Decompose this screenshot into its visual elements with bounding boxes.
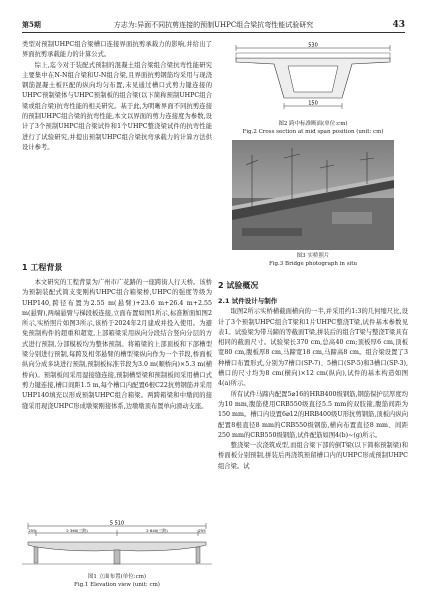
fig1-dim-left-cantilever: 255 [28, 528, 36, 533]
section-1-body [22, 278, 212, 412]
pier-right [196, 547, 200, 563]
section-2-body [218, 294, 408, 472]
elevation-figure [22, 520, 212, 572]
fig3-caption [218, 252, 408, 268]
fig3-caption-en: Fig.3 Bridge photograph in situ [268, 261, 358, 267]
box-cell-void [288, 66, 338, 92]
subsection-2-1-title: 2.1 试件设计与制作 [218, 297, 278, 305]
pier-left [34, 547, 38, 563]
fig1-dim-span-1: 2 360(三跨) [66, 528, 88, 533]
bridge-photo [232, 140, 394, 250]
section-2-paragraph-3: 整浇梁一次浇筑成型,而组合梁下部的倒T梁(以下简称预制梁)和桥面板分别预制,拼装后再浇筑预留槽口内的UHPC形成预制UHPC组合梁。试 [218, 442, 408, 470]
fig1-caption-cn: 图1 立面布置(单位:cm) [87, 574, 147, 580]
running-header [22, 18, 405, 33]
issue-label: 第5期 [22, 20, 41, 29]
deck-slab [236, 53, 390, 58]
running-title: 方志为:异面不同抗剪连接的预制UHPC组合梁抗弯性能试验研究 [113, 21, 314, 29]
fig1-dim-span-2: 2 640(三跨) [146, 528, 168, 533]
intro-paragraph-2: 综上,迄今对于装配式预制的混凝土组合梁组合梁抗弯性能研究主要集中在N-N组合梁和U-N组合梁,且界面抗剪钢筋均采用与现浇钢筋混凝土板匹配的纵向均匀布置,未见通过槽口式剪力键连接的UHPC预制梁体与UHPC预制板的组合梁(以下简称预制UHPC组合梁或组合梁)抗弯性能的相关研究。基于此,为明晰界面不同抗剪连接的预制UHPC组合梁的抗弯性能,本文以界面的剪力连接度为参数,设计了3个预制UHPC组合梁试件和1个UHPC整浇梁试件的抗弯性能进行了试验研究,并提出预制UHPC组合梁抗弯承载力的计算方法供设计参考。 [22, 61, 212, 151]
section-2-paragraph-2: 所有试件马蹄内配置5⌀16的HRB400级钢筋,钢筋保护层厚度均为10 mm,腹筋使用CRB550级直径5.5 mm的双肢箍,腹筋间距为150 mm。槽口内设置6⌀12的HRB400级U形抗剪钢筋,顶板内纵向配置8根直径8 mm的CRB550级钢筋,横向布置直径8 mm、间距250 mm的CRB550级钢筋,试件配筋如图4(b)~(g)所示。 [218, 390, 408, 439]
section-2-paragraph-1: 取图2所示实桥横截面横向的一半,并采用约1:3的几何缩尺比,设计了3个预制UHPC组合T梁和1片UHPC整浇T梁,试件基本参数见表1。试验梁为带马蹄的等截面T梁,拼装后的组合T梁与整浇T梁具有相同的截面尺寸。试验梁长370 cm,总高40 cm;顶板厚6 cm,顶板宽80 cm,腹板厚8 cm,马蹄宽18 cm,马蹄高8 cm。组合梁设置了3种槽口布置形式,分别为7槽口(SP-7)、5槽口(SP-5)和3槽口(SP-3),槽口的尺寸均为8 cm(横向)×12 cm(纵向),试件的基本构造如图4(a)所示。 [218, 308, 408, 388]
section-1-title: 1 工程背景 [22, 263, 63, 272]
fig2-caption [218, 120, 408, 136]
page-number: 43 [392, 20, 405, 30]
fig2-bottom-dimension: 150 [308, 100, 318, 107]
pier-middle [114, 550, 120, 564]
fig1-dim-right-cantilever: 255 [198, 528, 206, 533]
fig1-caption [22, 573, 212, 589]
intro-paragraph-1: 类型对预制UHPC组合梁槽口连接界面抗剪承载力的影响,并给出了界面抗剪承载能力的计算公式。 [22, 41, 212, 59]
section-1-paragraph: 本文研究的工程背景为广州市广花路的一座跨街人行天桥。该桥为预制装配式简支变刚构UHPC组合箱梁桥,UHPC的强度等级为UHP140,跨径布置为2.55 m(悬臂)+23.6 m+26.4 m+2.55 m(悬臂),两端悬臂与梯段板连接,立面布置如图1所示,标准断面如图2所示,实桥照片如图3所示,该桥于2024年2月建成并投入使用。为避免预制构件的超重和超宽,上部箱梁采用纵向分段结合竖向分层的方式进行预制,分部模板均为整体预制。将箱梁的上部顶板和下部槽型梁分别进行预制,每跨及相邻悬臂的槽型梁纵向作为一个节段,桥面板纵向分成多块进行预制,预制板标准节段为3.0 m(顺桥向)×5.3 m(横桥向)。预制板间采用湿接缝连接,预制槽型梁和预制板间采用槽口式剪力键连接,槽口间距1.5 m,每个槽口内配置6根C22抗剪钢筋并采用UHP140填充以形成预制UHPC组合箱梁。两跨箱梁和中墩间的接缝采用现浇UHPC形成墩梁刚接体系,边墩墩顶布置单向滑动支座。 [22, 279, 212, 410]
fig2-width-dimension: 530 [308, 42, 318, 49]
fig2-caption-cn: 图2 跨中标准断面(单位:cm) [278, 121, 348, 127]
bridge-girder [28, 542, 206, 551]
fig1-caption-en: Fig.1 Elevation view (unit: cm) [74, 582, 160, 588]
fig1-total-dimension: 5 510 [109, 520, 125, 527]
fig3-caption-cn: 图3 实桥照片 [296, 253, 330, 259]
fig2-caption-en: Fig.2 Cross section at mid span position (unit: cm) [242, 129, 384, 135]
section-2-title: 2 试验概况 [218, 281, 259, 290]
left-intro [22, 40, 212, 153]
cross-section-figure [232, 40, 394, 116]
